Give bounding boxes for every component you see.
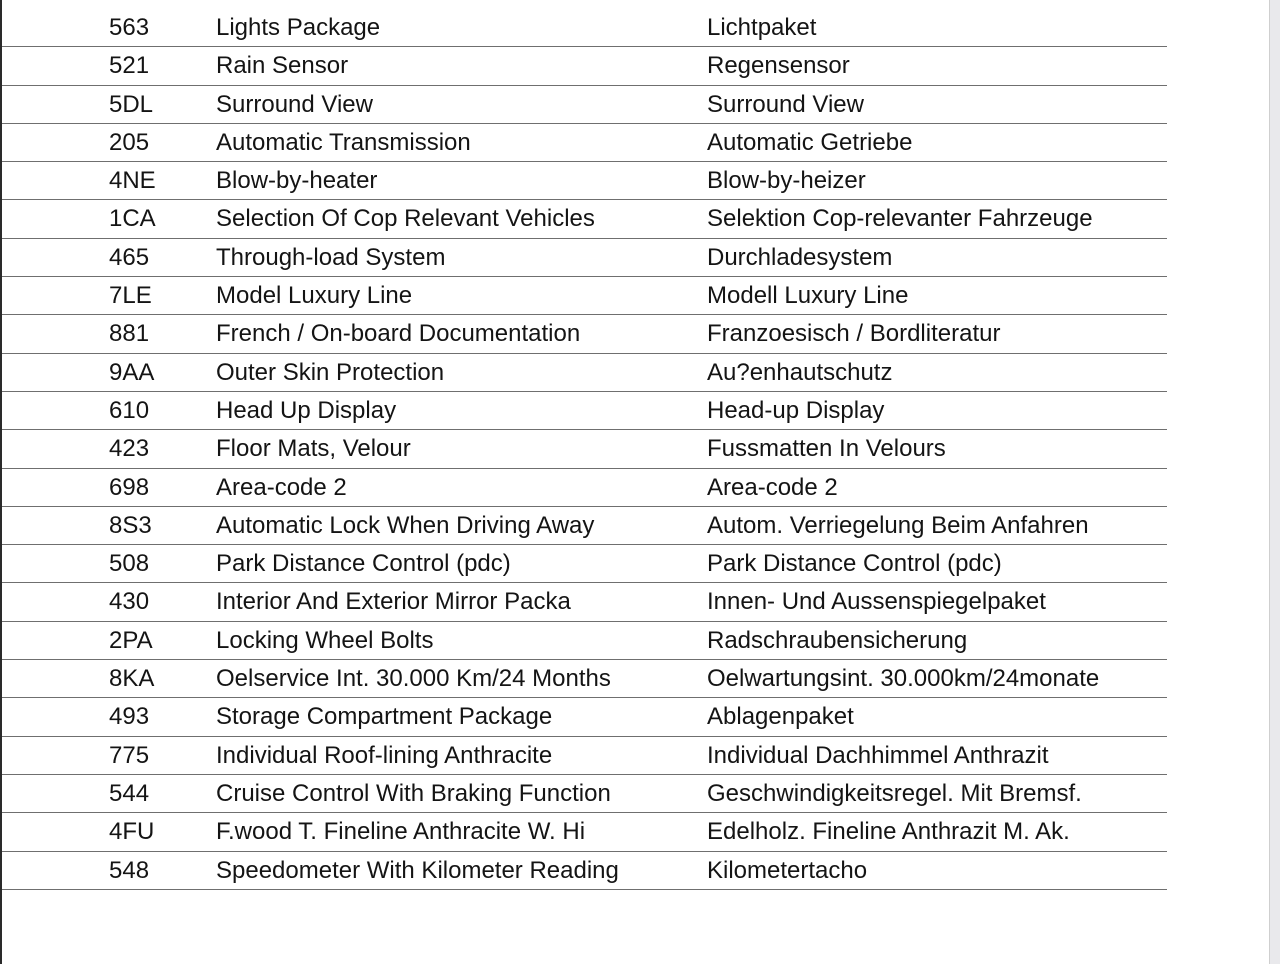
option-code: 548 <box>109 856 150 884</box>
table-row <box>2 738 1167 775</box>
option-name-english: Through-load System <box>216 243 446 271</box>
option-name-english: Rain Sensor <box>216 52 349 80</box>
option-code: 7LE <box>109 282 152 310</box>
option-code: 430 <box>109 588 150 616</box>
table-row <box>2 393 1167 430</box>
table-row <box>2 470 1167 507</box>
option-code: 698 <box>109 473 150 501</box>
option-name-german: Modell Luxury Line <box>707 282 909 310</box>
option-name-english: Storage Compartment Package <box>216 703 553 731</box>
table-row <box>2 623 1167 660</box>
option-name-english: Oelservice Int. 30.000 Km/24 Months <box>216 665 611 693</box>
table-row <box>2 316 1167 353</box>
table-row <box>2 278 1167 315</box>
option-name-german: Oelwartungsint. 30.000km/24monate <box>707 665 1100 693</box>
table-row <box>2 546 1167 583</box>
option-name-german: Au?enhautschutz <box>707 358 893 386</box>
table-row <box>2 10 1167 47</box>
option-name-german: Edelholz. Fineline Anthrazit M. Ak. <box>707 818 1070 846</box>
option-name-german: Head-up Display <box>707 396 885 424</box>
option-name-english: French / On-board Documentation <box>216 320 581 348</box>
table-row <box>2 355 1167 392</box>
option-code: 493 <box>109 703 150 731</box>
table-row <box>2 699 1167 736</box>
option-name-english: Park Distance Control (pdc) <box>216 550 511 578</box>
option-name-german: Surround View <box>707 90 864 118</box>
option-code: 563 <box>109 14 150 41</box>
table-row <box>2 48 1167 85</box>
option-code: 610 <box>109 396 150 424</box>
option-name-german: Area-code 2 <box>707 473 838 501</box>
table-row <box>2 508 1167 545</box>
option-name-english: Cruise Control With Braking Function <box>216 779 611 807</box>
option-name-english: Floor Mats, Velour <box>216 435 411 463</box>
option-code: 521 <box>109 52 150 80</box>
option-name-german: Selektion Cop-relevanter Fahrzeuge <box>707 205 1093 233</box>
option-code: 775 <box>109 741 150 769</box>
option-name-english: Outer Skin Protection <box>216 358 445 386</box>
option-name-english: F.wood T. Fineline Anthracite W. Hi <box>216 818 586 846</box>
option-name-german: Individual Dachhimmel Anthrazit <box>707 741 1049 769</box>
option-name-english: Automatic Lock When Driving Away <box>216 511 595 539</box>
option-name-german: Geschwindigkeitsregel. Mit Bremsf. <box>707 779 1082 807</box>
table-row <box>2 87 1167 124</box>
option-code: 1CA <box>109 205 156 233</box>
option-code: 8KA <box>109 665 155 693</box>
option-name-english: Individual Roof-lining Anthracite <box>216 741 553 769</box>
option-name-german: Ablagenpaket <box>707 703 854 731</box>
option-name-english: Automatic Transmission <box>216 128 471 156</box>
option-name-german: Blow-by-heizer <box>707 167 866 195</box>
table-row <box>2 163 1167 200</box>
option-name-english: Interior And Exterior Mirror Packa <box>216 588 571 616</box>
table-row <box>2 240 1167 277</box>
option-code: 5DL <box>109 90 154 118</box>
table-row <box>2 814 1167 851</box>
option-name-german: Lichtpaket <box>707 14 817 41</box>
option-name-english: Blow-by-heater <box>216 167 378 195</box>
option-code: 4FU <box>109 818 155 846</box>
option-code: 544 <box>109 779 150 807</box>
option-name-english: Head Up Display <box>216 396 397 424</box>
table-row <box>2 431 1167 468</box>
option-name-german: Radschraubensicherung <box>707 626 968 654</box>
table-row <box>2 584 1167 621</box>
option-name-german: Franzoesisch / Bordliteratur <box>707 320 1001 348</box>
table-row <box>2 201 1167 238</box>
option-name-german: Innen- Und Aussenspiegelpaket <box>707 588 1046 616</box>
option-code: 8S3 <box>109 511 152 539</box>
option-code: 465 <box>109 243 150 271</box>
option-name-german: Regensensor <box>707 52 850 80</box>
option-name-english: Selection Of Cop Relevant Vehicles <box>216 205 595 233</box>
option-name-german: Durchladesystem <box>707 243 893 271</box>
table-row <box>2 853 1167 890</box>
option-name-english: Model Luxury Line <box>216 282 413 310</box>
option-code: 205 <box>109 128 150 156</box>
option-name-english: Locking Wheel Bolts <box>216 626 434 654</box>
option-code: 4NE <box>109 167 156 195</box>
option-name-german: Kilometertacho <box>707 856 868 884</box>
option-name-english: Area-code 2 <box>216 473 347 501</box>
option-name-german: Autom. Verriegelung Beim Anfahren <box>707 511 1089 539</box>
option-list <box>2 10 1167 890</box>
option-name-german: Fussmatten In Velours <box>707 435 946 463</box>
option-name-german: Park Distance Control (pdc) <box>707 550 1002 578</box>
option-code: 508 <box>109 550 150 578</box>
table-row <box>2 776 1167 813</box>
option-name-english: Lights Package <box>216 14 381 41</box>
table-row <box>2 661 1167 698</box>
option-name-german: Automatic Getriebe <box>707 128 913 156</box>
option-code: 423 <box>109 435 150 463</box>
option-name-english: Surround View <box>216 90 373 118</box>
option-name-english: Speedometer With Kilometer Reading <box>216 856 619 884</box>
option-code: 881 <box>109 320 150 348</box>
option-code: 9AA <box>109 358 155 386</box>
table-row <box>2 125 1167 162</box>
option-code: 2PA <box>109 626 153 654</box>
